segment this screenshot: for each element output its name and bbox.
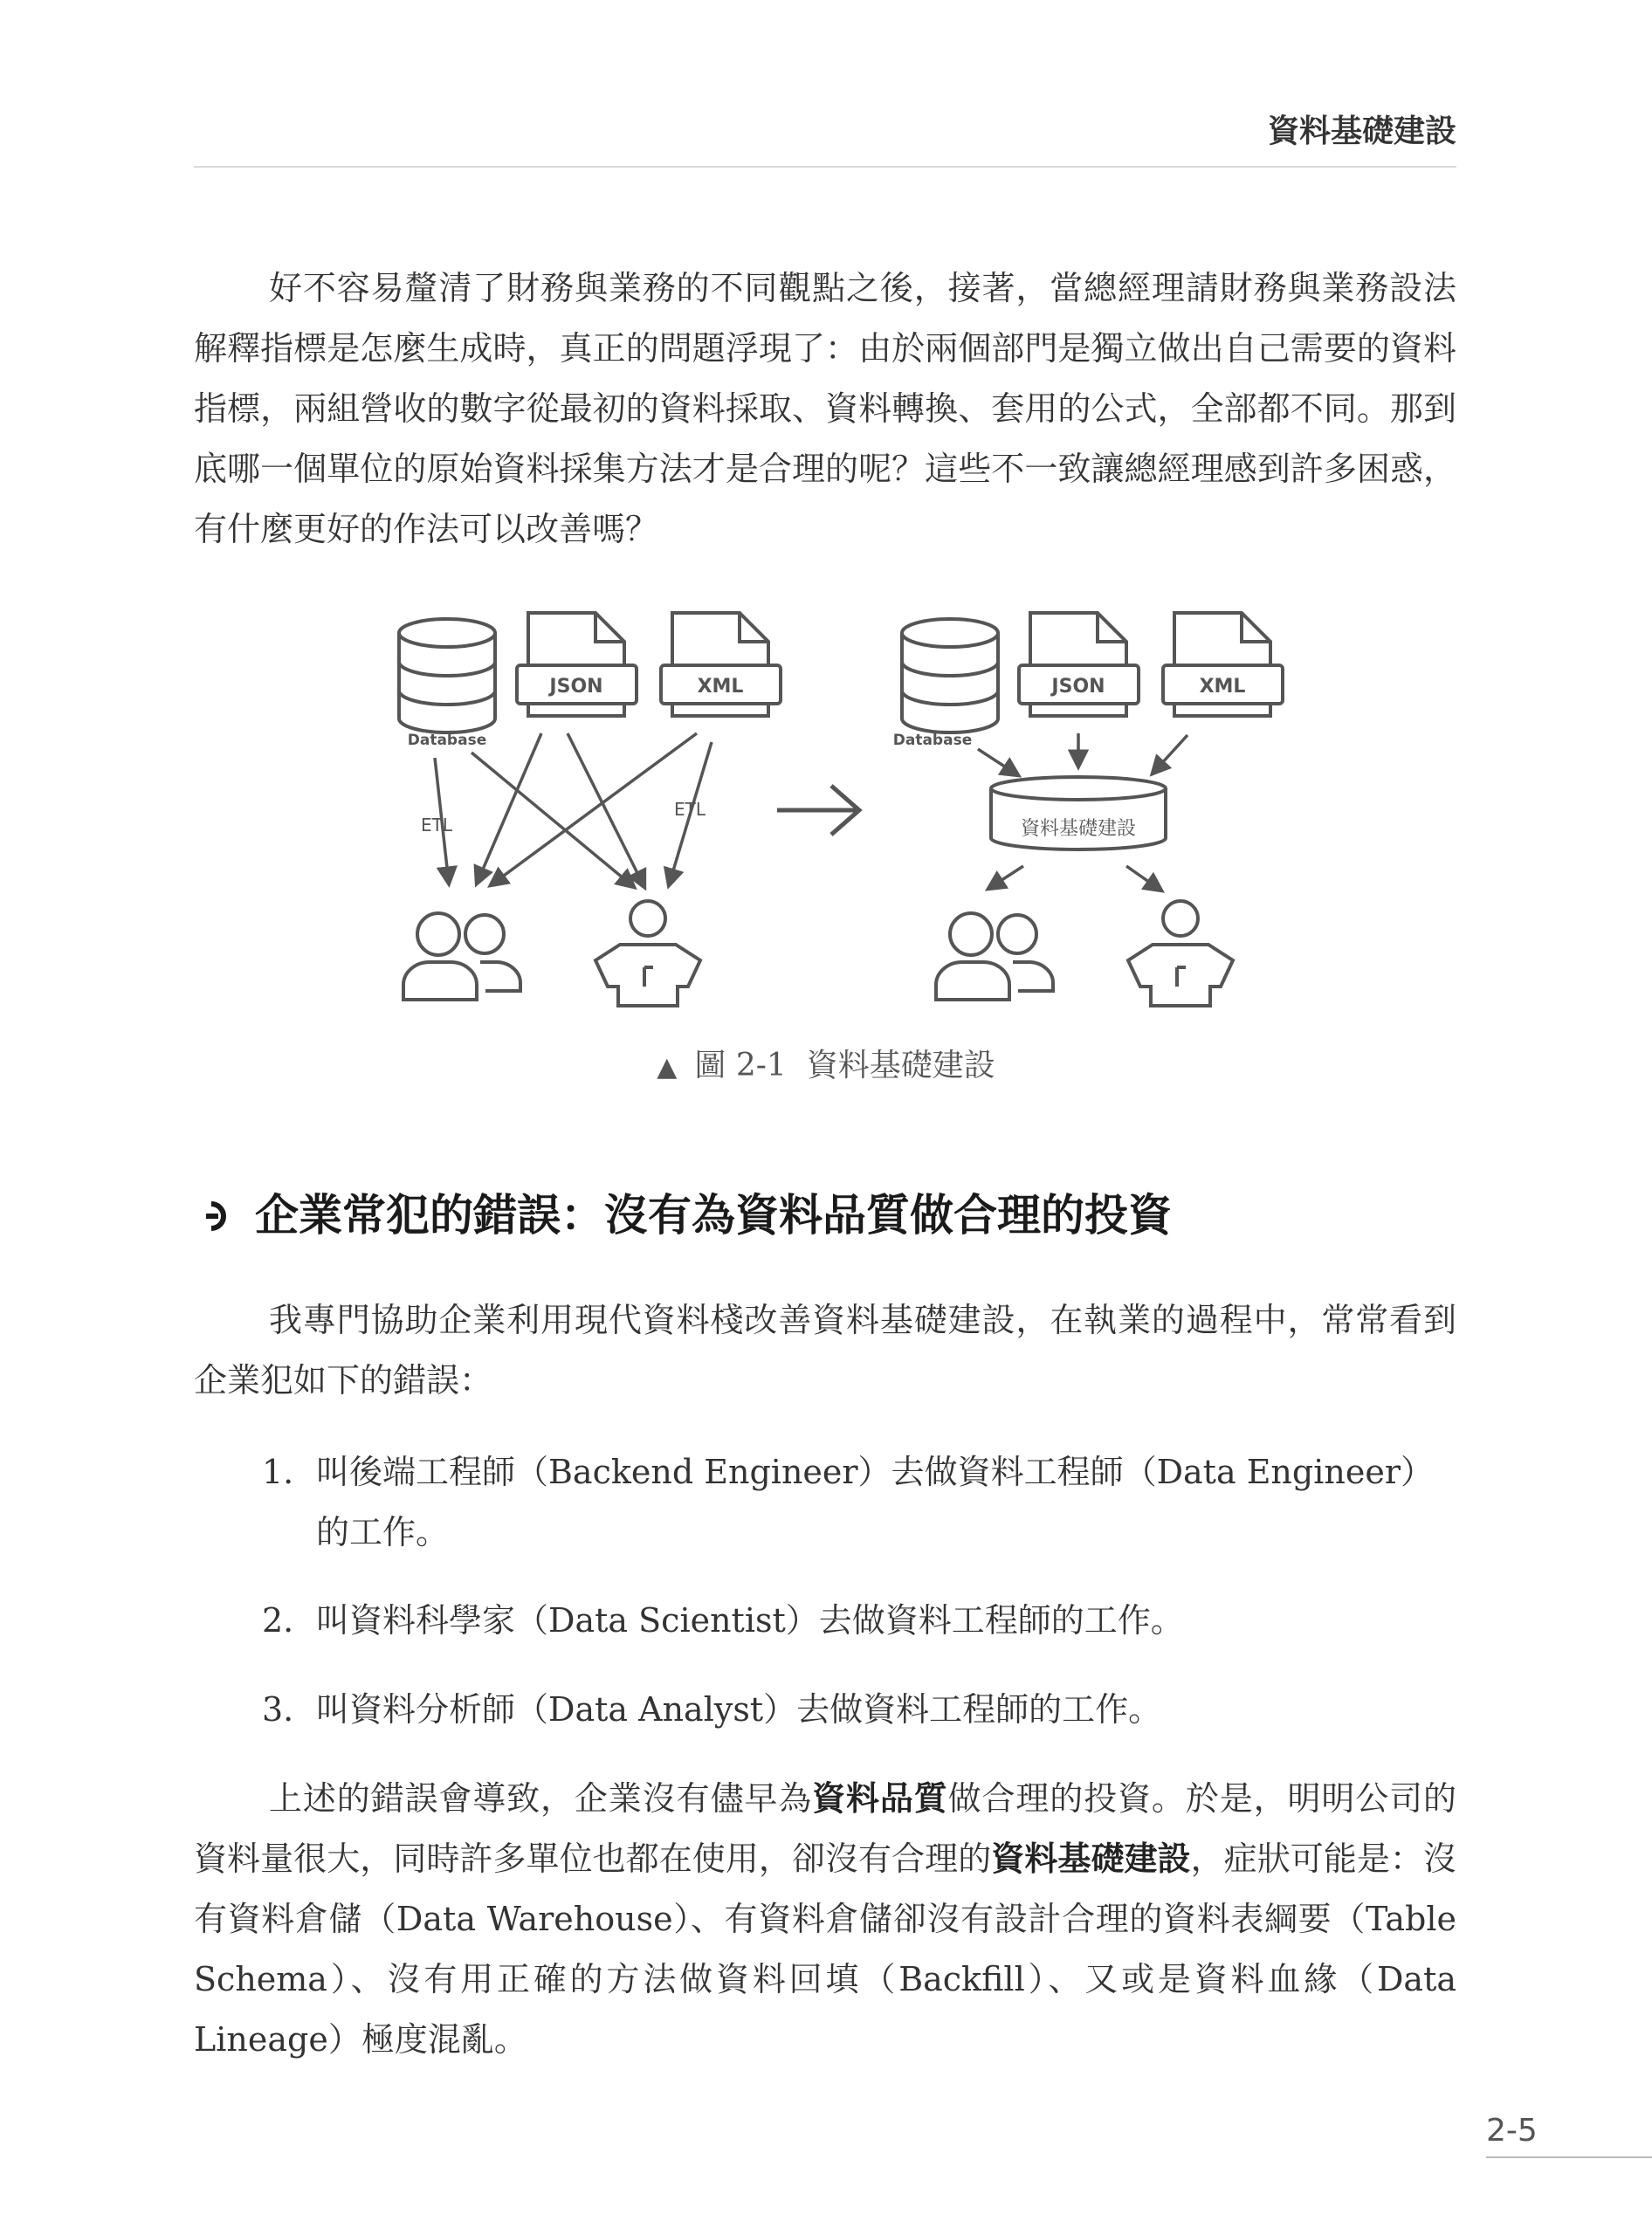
users-group-icon: [936, 913, 1053, 1000]
figure-caption: [0, 1041, 1652, 1085]
closing-text-2: 做合理的投資。於是，明明公司的資料量很大，同時許多單位也都在使用，卻沒有合理的: [194, 1779, 1456, 1878]
database-icon: [399, 619, 495, 732]
right-etl-label: ETL: [674, 799, 706, 820]
emphasis-data-infrastructure: 資料基礎建設: [991, 1840, 1191, 1878]
closing-text-1: 上述的錯誤會導致，企業沒有儘早為: [269, 1779, 813, 1818]
list-item: [262, 1442, 1456, 1563]
list-item: [262, 1591, 1456, 1651]
list-text: 叫資料分析師（Data Analyst）去做資料工程師的工作。: [316, 1690, 1162, 1729]
right-xml-label: XML: [1199, 676, 1246, 698]
list-text: 叫資料科學家（Data Scientist）去做資料工程師的工作。: [316, 1601, 1184, 1640]
section-title: 企業常犯的錯誤：沒有為資料品質做合理的投資: [255, 1190, 1172, 1241]
users-group-icon: [403, 913, 520, 1000]
list-item: [262, 1680, 1456, 1740]
json-file-icon: [1019, 613, 1139, 716]
list-number: 3.: [262, 1690, 294, 1729]
right-database-label: Database: [892, 732, 973, 749]
running-title: 資料基礎建設: [1267, 113, 1456, 149]
right-json-label: JSON: [1051, 676, 1105, 698]
intro-paragraph: 好不容易釐清了財務與業務的不同觀點之後，接著，當總經理請財務與業務設法解釋指標是怎麼生成時，真正的問題浮現了：由於兩個部門是獨立做出自己需要的資料指標，兩組營收的數字從最初的資料採取、資料轉換、套用的公式，全部都不同。那到底哪一個單位的原始資料採集方法才是合理的呢？這些不一致讓總經理感到許多困惑，有什麼更好的作法可以改善嗎？: [194, 269, 1456, 548]
json-file-icon: [517, 613, 637, 716]
person-icon: [595, 901, 700, 1006]
left-xml-label: XML: [697, 676, 744, 698]
list-number: 2.: [262, 1601, 294, 1640]
right-outbound-arrows: [988, 866, 1161, 891]
list-number: 1.: [262, 1453, 294, 1491]
person-icon: [1128, 901, 1233, 1006]
transition-arrow-icon: [777, 786, 859, 835]
closing-text-3: ，症狀可能是：沒有資料倉儲（Data Warehouse）、有資料倉儲卻沒有設計合理的資料表綱要（Table Schema）、沒有用正確的方法做資料回填（Backfill）、又或是資料血緣（Data Lineage）極度混亂。: [194, 1840, 1456, 2059]
caption-text: 資料基礎建設: [806, 1048, 995, 1083]
list-text: 叫後端工程師（Backend Engineer）去做資料工程師（Data Engineer）的工作。: [316, 1453, 1434, 1551]
left-etl-label: ETL: [421, 815, 452, 836]
xml-file-icon: [661, 613, 781, 716]
section-heading: [194, 1180, 1456, 1250]
figure-data-infrastructure: [367, 602, 1292, 1021]
page-footer: [1486, 2113, 1652, 2158]
section-intro-paragraph: 我專門協助企業利用現代資料棧改善資料基礎建設，在執業的過程中，常常看到企業犯如下的錯誤：: [194, 1301, 1456, 1399]
left-flow-arrows: [435, 733, 712, 887]
running-header: [194, 105, 1456, 168]
left-json-label: JSON: [549, 676, 603, 698]
xml-file-icon: [1163, 613, 1283, 716]
right-inbound-arrows: [978, 733, 1187, 775]
caption-number: 圖 2-1: [694, 1048, 787, 1083]
database-icon: [902, 619, 998, 732]
left-database-label: Database: [407, 732, 487, 749]
closing-paragraph: [194, 1769, 1456, 2070]
page-number: 2-5: [1486, 2113, 1538, 2149]
arrow-circle-icon: [194, 1199, 229, 1234]
caption-marker: ▲: [657, 1052, 678, 1083]
hub-label: 資料基礎建設: [1020, 818, 1137, 840]
emphasis-data-quality: 資料品質: [812, 1779, 948, 1818]
